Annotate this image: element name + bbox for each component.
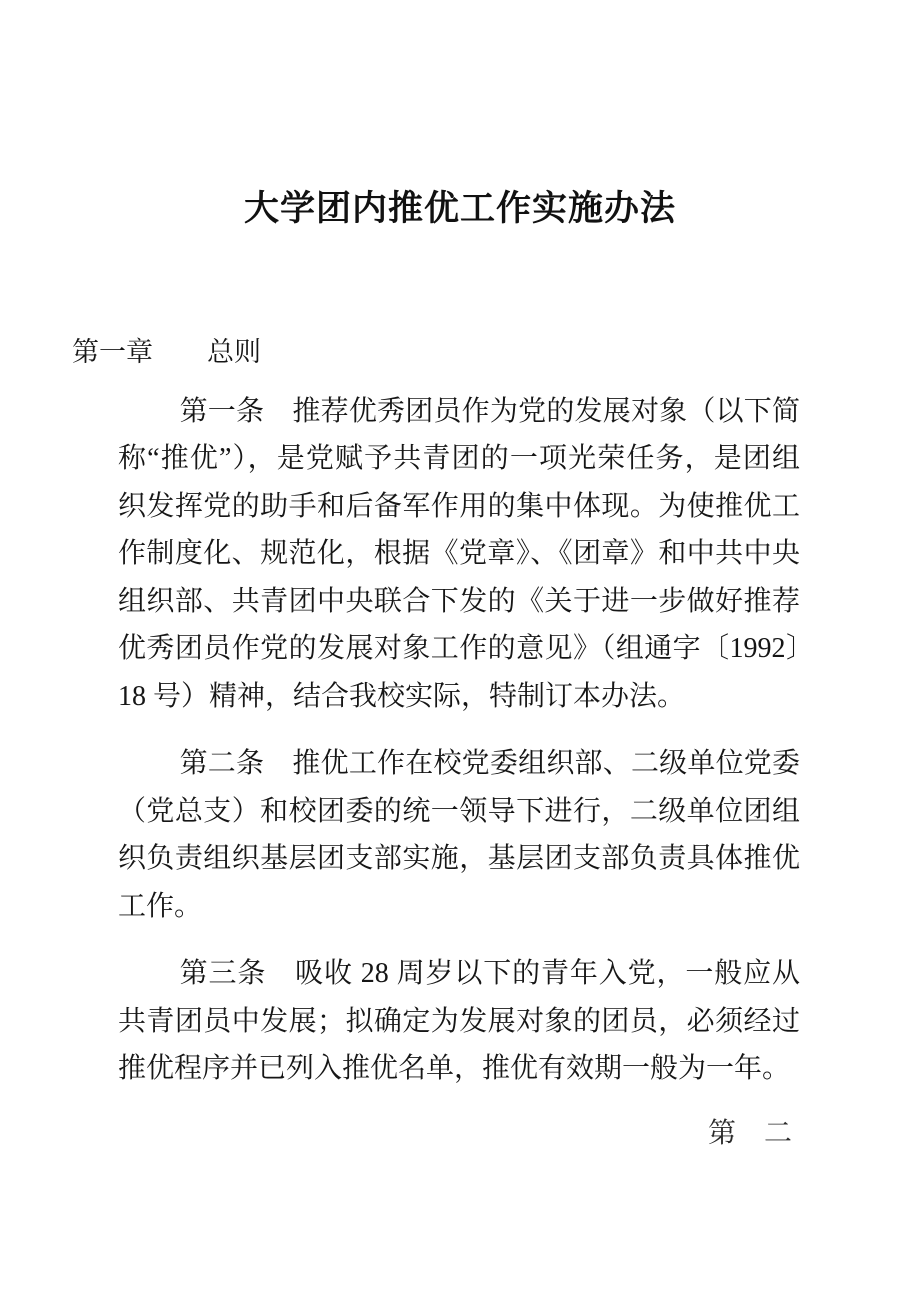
paragraph-article-2: 第二条 推优工作在校党委组织部、二级单位党委（党总支）和校团委的统一领导下进行，二级单位团组织负责组织基层团支部实施，基层团支部负责具体推优工作。 <box>118 748 800 922</box>
document-title: 大学团内推优工作实施办法 <box>243 189 676 228</box>
footer-page-fragment: 第 二 <box>708 1118 793 1149</box>
paragraph-article-3: 第三条 吸收 28 周岁以下的青年入党，一般应从共青团员中发展；拟确定为发展对象的团员，必须经过推优程序并已列入推优名单，推优有效期一般为一年。 <box>118 958 800 1084</box>
chapter-heading: 第一章 总则 <box>72 336 261 367</box>
paragraph-article-1: 第一条 推荐优秀团员作为党的发展对象（以下简称“推优”），是党赋予共青团的一项光荣任务，是团组织发挥党的助手和后备军作用的集中体现。为使推优工作制度化、规范化，根据《党章》、《团章》和中共中央组织部、共青团中央联合下发的《关于进一步做好推荐优秀团员作党的发展对象工作的意见》（组通字〔1992〕18 号）精神，结合我校实际，特制订本办法。 <box>118 395 800 712</box>
